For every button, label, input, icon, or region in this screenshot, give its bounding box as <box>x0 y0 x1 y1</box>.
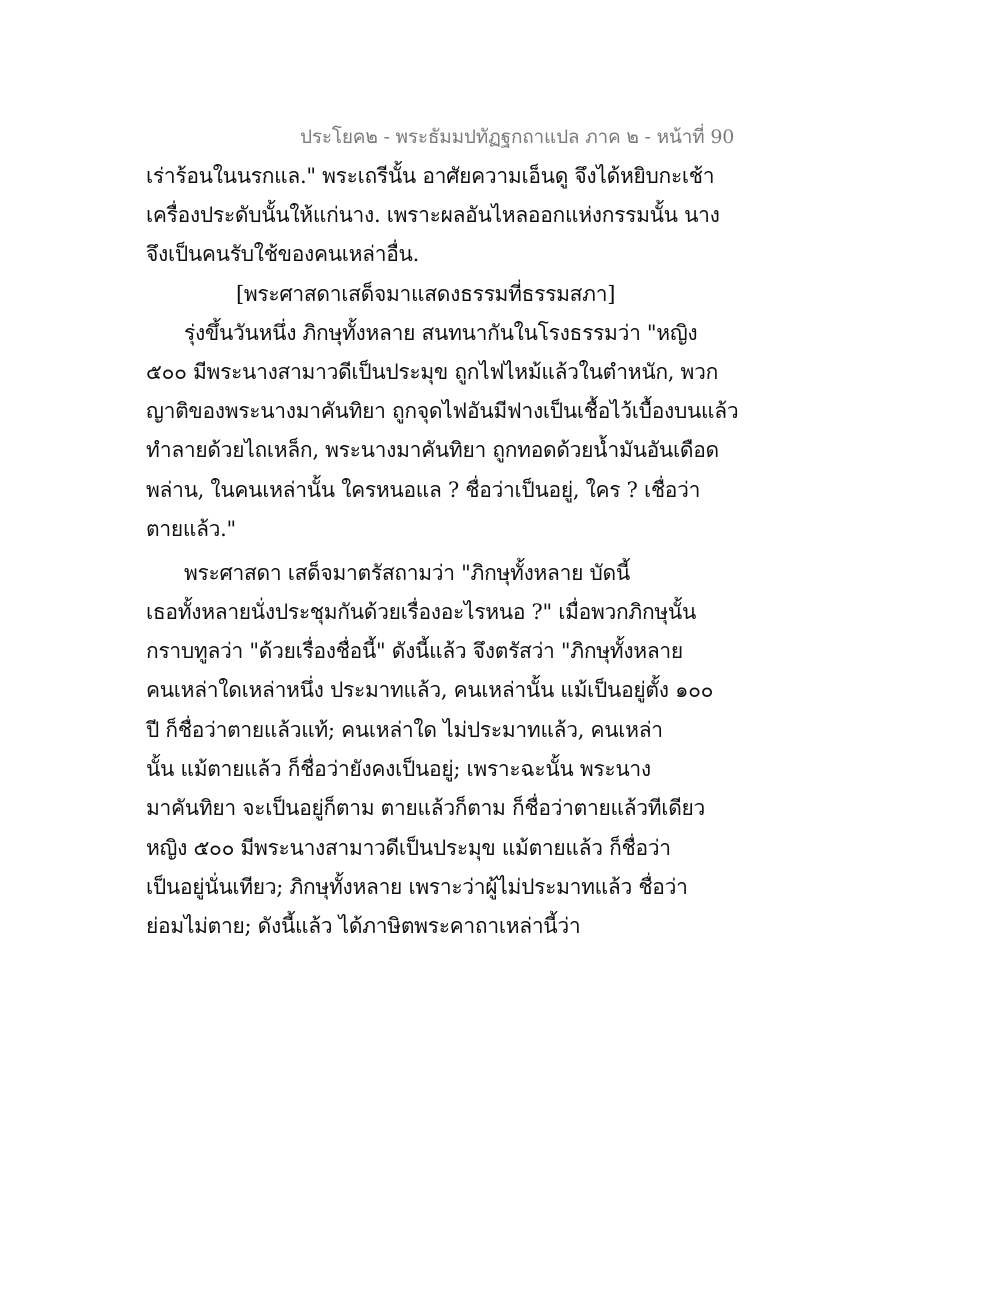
body-text-line: ๕๐๐ มีพระนางสามาวดีเป็นประมุข ถูกไฟไหม้แล้วในตำหนัก, พวก <box>146 360 719 384</box>
body-text-line: พระศาสดา เสด็จมาตรัสถามว่า "ภิกษุทั้งหลาย บัดนี้ <box>184 561 630 585</box>
body-text-line: กราบทูลว่า "ด้วยเรื่องชื่อนี้" ดังนี้แล้ว จึงตรัสว่า "ภิกษุทั้งหลาย <box>146 639 683 663</box>
body-text-line: มาคันทิยา จะเป็นอยู่ก็ตาม ตายแล้วก็ตาม ก็ชื่อว่าตายแล้วทีเดียว <box>146 796 706 820</box>
body-text-line: เร่าร้อนในนรกแล." พระเถรีนั้น อาศัยความเอ็นดู จึงได้หยิบกะเช้า <box>146 164 715 188</box>
body-text-line: ปี ก็ชื่อว่าตายแล้วแท้; คนเหล่าใด ไม่ประมาทแล้ว, คนเหล่า <box>146 718 663 742</box>
body-text-line: ทำลายด้วยไถเหล็ก, พระนางมาคันทิยา ถูกทอดด้วยน้ำมันอันเดือด <box>146 438 719 462</box>
body-text-line: จึงเป็นคนรับใช้ของคนเหล่าอื่น. <box>146 242 419 266</box>
body-text-line: คนเหล่าใดเหล่าหนึ่ง ประมาทแล้ว, คนเหล่านั้น แม้เป็นอยู่ตั้ง ๑๐๐ <box>146 678 714 702</box>
body-text-line: รุ่งขึ้นวันหนึ่ง ภิกษุทั้งหลาย สนทนากันในโรงธรรมว่า "หญิง <box>184 321 698 345</box>
body-text-line: พล่าน, ในคนเหล่านั้น ใครหนอแล ? ชื่อว่าเป็นอยู่, ใคร ? เชื่อว่า <box>146 478 701 502</box>
running-header: ประโยค๒ - พระธัมมปทัฏฐกถาแปล ภาค ๒ - หน้าที่ 90 <box>300 126 735 148</box>
body-text-line: เธอทั้งหลายนั่งประชุมกันด้วยเรื่องอะไรหนอ ?" เมื่อพวกภิกษุนั้น <box>146 600 697 624</box>
body-text-line: เครื่องประดับนั้นให้แก่นาง. เพราะผลอันไหลออกแห่งกรรมนั้น นาง <box>146 203 720 227</box>
section-heading: [พระศาสดาเสด็จมาแสดงธรรมที่ธรรมสภา] <box>236 282 616 306</box>
body-text-line: เป็นอยู่นั่นเทียว; ภิกษุทั้งหลาย เพราะว่าผู้ไม่ประมาทแล้ว ชื่อว่า <box>146 875 688 899</box>
body-text-line: หญิง ๕๐๐ มีพระนางสามาวดีเป็นประมุข แม้ตายแล้ว ก็ชื่อว่า <box>146 836 671 860</box>
body-text-line: ตายแล้ว." <box>146 517 236 541</box>
body-text-line: นั้น แม้ตายแล้ว ก็ชื่อว่ายังคงเป็นอยู่; เพราะฉะนั้น พระนาง <box>146 757 651 781</box>
body-text-line: ย่อมไม่ตาย; ดังนี้แล้ว ได้ภาษิตพระคาถาเหล่านี้ว่า <box>146 914 581 938</box>
body-text-line: ญาติของพระนางมาคันทิยา ถูกจุดไฟอันมีฟางเป็นเชื้อไว้เบื้องบนแล้ว <box>146 399 739 423</box>
